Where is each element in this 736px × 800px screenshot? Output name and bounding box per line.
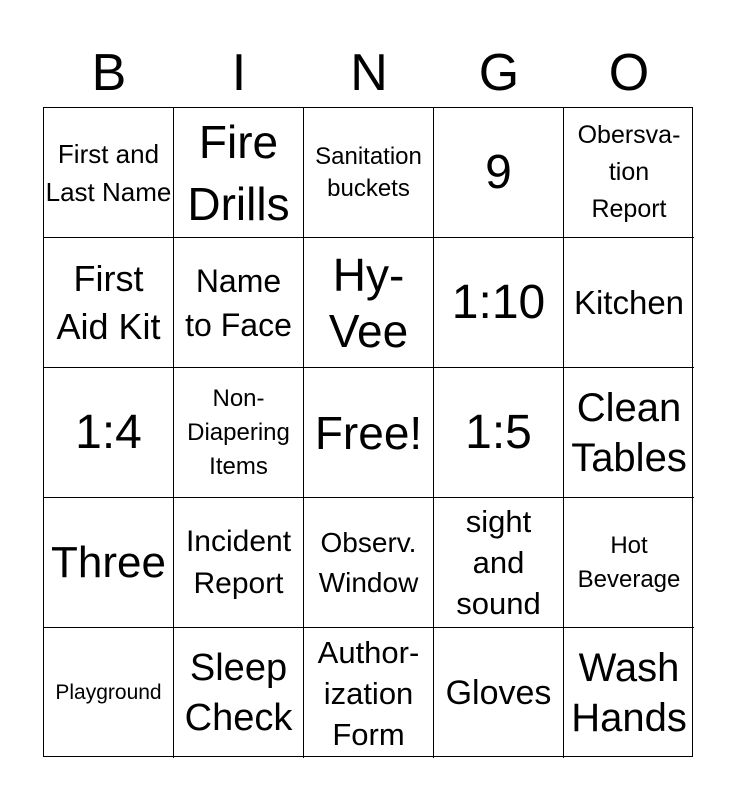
cell-label: Sanitation buckets xyxy=(315,142,422,202)
cell-label: Hot Beverage xyxy=(577,531,681,593)
header-letter-g: G xyxy=(478,44,520,102)
bingo-cell[interactable] xyxy=(304,628,434,758)
bingo-cell[interactable] xyxy=(434,498,564,628)
cell-label: Three xyxy=(51,537,166,587)
bingo-cell[interactable] xyxy=(434,108,564,238)
bingo-cell[interactable] xyxy=(564,238,694,368)
bingo-cell[interactable] xyxy=(434,628,564,758)
bingo-cell[interactable] xyxy=(434,238,564,368)
bingo-cell[interactable] xyxy=(174,368,304,498)
cell-label: 1:10 xyxy=(451,275,546,329)
cell-label: First Aid Kit xyxy=(56,257,161,347)
bingo-board xyxy=(43,107,693,757)
bingo-cell[interactable] xyxy=(564,108,694,238)
cell-label: 9 xyxy=(485,145,512,199)
bingo-header xyxy=(44,40,694,106)
cell-label: Hy- Vee xyxy=(328,248,409,357)
bingo-cell[interactable] xyxy=(44,108,174,238)
cell-label: Playground xyxy=(55,681,162,704)
cell-label: Incident Report xyxy=(185,524,292,600)
bingo-cell[interactable] xyxy=(44,368,174,498)
header-letter-b: B xyxy=(91,44,127,102)
bingo-cell[interactable] xyxy=(174,498,304,628)
cell-label: Non- Diapering Items xyxy=(187,384,290,480)
cell-label: First and Last Name xyxy=(45,138,172,207)
header-letter-n: N xyxy=(350,44,388,102)
bingo-cell[interactable] xyxy=(564,498,694,628)
cell-label: Observ. Window xyxy=(318,526,419,598)
header-letter-o: O xyxy=(608,44,650,102)
cell-label: Fire Drills xyxy=(187,115,290,230)
cell-label: Free! xyxy=(314,406,423,459)
bingo-cell[interactable] xyxy=(564,368,694,498)
cell-label: Clean Tables xyxy=(571,385,687,480)
bingo-cell[interactable] xyxy=(44,498,174,628)
bingo-cell[interactable] xyxy=(174,108,304,238)
bingo-cell[interactable] xyxy=(44,238,174,368)
cell-label: Obersva- tion Report xyxy=(577,121,681,223)
cell-label: Gloves xyxy=(445,674,552,712)
bingo-cell[interactable] xyxy=(304,108,434,238)
cell-label: Author- ization Form xyxy=(317,634,420,752)
bingo-cell[interactable] xyxy=(174,628,304,758)
cell-label: 1:4 xyxy=(75,405,142,459)
cell-label: 1:5 xyxy=(465,405,532,459)
cell-label: Wash Hands xyxy=(571,646,687,740)
bingo-cell[interactable] xyxy=(304,238,434,368)
cell-label: Name to Face xyxy=(185,262,292,343)
bingo-cell[interactable] xyxy=(304,498,434,628)
bingo-cell[interactable] xyxy=(44,628,174,758)
header-letter-i: I xyxy=(231,44,247,102)
free-space-cell[interactable] xyxy=(304,368,434,498)
bingo-cell[interactable] xyxy=(174,238,304,368)
cell-label: Kitchen xyxy=(573,283,685,321)
bingo-cell[interactable] xyxy=(434,368,564,498)
cell-label: sight and sound xyxy=(456,504,541,621)
cell-label: Sleep Check xyxy=(184,647,293,739)
bingo-cell[interactable] xyxy=(564,628,694,758)
